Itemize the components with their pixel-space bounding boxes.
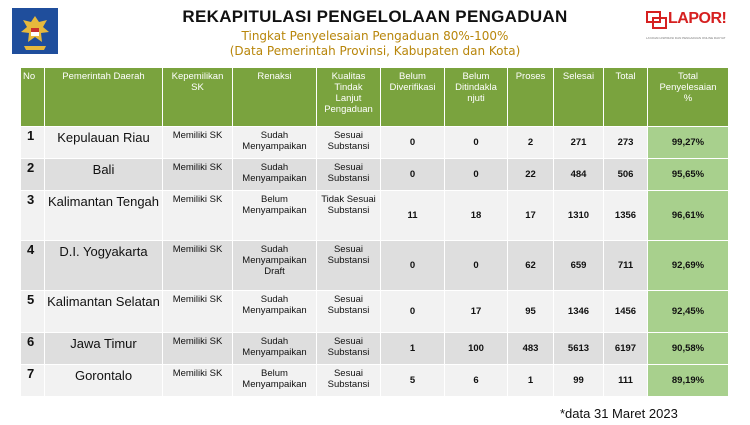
cell-sk: Memiliki SK [163,365,233,397]
table-row [21,241,729,291]
table-header-renaksi: Renaksi [233,68,317,127]
cell-belum-tl: 17 [445,291,508,333]
cell-total: 111 [604,365,648,397]
cell-selesai: 5613 [554,333,604,365]
cell-region: D.I. Yogyakarta [45,241,163,291]
cell-no: 4 [21,241,45,291]
cell-belum-tl: 100 [445,333,508,365]
cell-kualitas: Sesuai Substansi [317,333,381,365]
table-header-row [21,68,729,127]
table-header-no: No [21,68,45,127]
cell-belum-verif: 1 [381,333,445,365]
cell-selesai: 1346 [554,291,604,333]
table-body [21,127,729,397]
data-footnote: *data 31 Maret 2023 [560,406,678,421]
cell-no: 7 [21,365,45,397]
cell-belum-tl: 0 [445,159,508,191]
cell-no: 3 [21,191,45,241]
cell-total: 6197 [604,333,648,365]
subtitle-line-1: Tingkat Penyelesaian Pengaduan 80%-100% [241,29,509,43]
cell-total: 1356 [604,191,648,241]
cell-proses: 1 [508,365,554,397]
slide-header [0,0,750,66]
table-header-sk: Kepemilikan SK [163,68,233,127]
cell-belum-tl: 0 [445,127,508,159]
cell-sk: Memiliki SK [163,191,233,241]
cell-total: 506 [604,159,648,191]
subtitle-line-2: (Data Pemerintah Provinsi, Kabupaten dan Kota) [229,44,521,58]
cell-renaksi: Belum Menyampaikan [233,365,317,397]
cell-belum-verif: 11 [381,191,445,241]
cell-sk: Memiliki SK [163,159,233,191]
cell-region: Kepulauan Riau [45,127,163,159]
cell-region: Jawa Timur [45,333,163,365]
table-row [21,191,729,241]
table-header-proses: Proses [508,68,554,127]
cell-belum-verif: 0 [381,159,445,191]
cell-selesai: 1310 [554,191,604,241]
cell-kualitas: Sesuai Substansi [317,159,381,191]
cell-renaksi: Sudah Menyampaikan [233,159,317,191]
cell-selesai: 659 [554,241,604,291]
cell-proses: 17 [508,191,554,241]
page-title: REKAPITULASI PENGELOLAAN PENGADUAN [182,7,568,26]
cell-sk: Memiliki SK [163,291,233,333]
table-header-selesai: Selesai [554,68,604,127]
cell-persen: 89,19% [648,365,729,397]
lapor-logo [646,10,742,44]
cell-belum-tl: 0 [445,241,508,291]
cell-proses: 62 [508,241,554,291]
cell-persen: 96,61% [648,191,729,241]
cell-sk: Memiliki SK [163,127,233,159]
cell-kualitas: Sesuai Substansi [317,127,381,159]
cell-no: 5 [21,291,45,333]
cell-belum-tl: 6 [445,365,508,397]
cell-selesai: 99 [554,365,604,397]
cell-persen: 92,69% [648,241,729,291]
cell-region: Gorontalo [45,365,163,397]
table-row [21,333,729,365]
cell-belum-verif: 0 [381,127,445,159]
cell-total: 1456 [604,291,648,333]
cell-region: Kalimantan Tengah [45,191,163,241]
cell-proses: 95 [508,291,554,333]
cell-belum-verif: 0 [381,241,445,291]
table-header-belum-tl: Belum Ditindakla njuti [445,68,508,127]
cell-renaksi: Sudah Menyampaikan Draft [233,241,317,291]
table-row [21,127,729,159]
cell-belum-verif: 5 [381,365,445,397]
cell-selesai: 484 [554,159,604,191]
table-header-region: Pemerintah Daerah [45,68,163,127]
cell-renaksi: Sudah Menyampaikan [233,333,317,365]
table-header-kualitas: Kualitas Tindak Lanjut Pengaduan [317,68,381,127]
cell-persen: 99,27% [648,127,729,159]
cell-proses: 2 [508,127,554,159]
cell-region: Bali [45,159,163,191]
cell-persen: 92,45% [648,291,729,333]
table-row [21,159,729,191]
cell-total: 711 [604,241,648,291]
cell-no: 6 [21,333,45,365]
cell-proses: 22 [508,159,554,191]
cell-kualitas: Sesuai Substansi [317,365,381,397]
table-header-persen: Total Penyelesaian % [648,68,729,127]
table-header-belum-verif: Belum Diverifikasi [381,68,445,127]
cell-persen: 95,65% [648,159,729,191]
cell-belum-tl: 18 [445,191,508,241]
cell-sk: Memiliki SK [163,333,233,365]
cell-kualitas: Sesuai Substansi [317,291,381,333]
cell-persen: 90,58% [648,333,729,365]
table-row [21,365,729,397]
cell-proses: 483 [508,333,554,365]
cell-no: 2 [21,159,45,191]
cell-renaksi: Sudah Menyampaikan [233,127,317,159]
cell-sk: Memiliki SK [163,241,233,291]
cell-belum-verif: 0 [381,291,445,333]
cell-kualitas: Tidak Sesuai Substansi [317,191,381,241]
table-header-total: Total [604,68,648,127]
rekap-table [20,67,729,397]
cell-renaksi: Belum Menyampaikan [233,191,317,241]
lapor-logo-text: LAPOR! [668,10,727,27]
table-row [21,291,729,333]
cell-region: Kalimantan Selatan [45,291,163,333]
chat-bubble-icon [646,10,668,32]
lapor-tagline: LAYANAN ASPIRASI DAN PENGADUAN ONLINE RAKYAT [646,36,726,40]
cell-selesai: 271 [554,127,604,159]
cell-total: 273 [604,127,648,159]
cell-kualitas: Sesuai Substansi [317,241,381,291]
cell-renaksi: Sudah Menyampaikan [233,291,317,333]
cell-no: 1 [21,127,45,159]
